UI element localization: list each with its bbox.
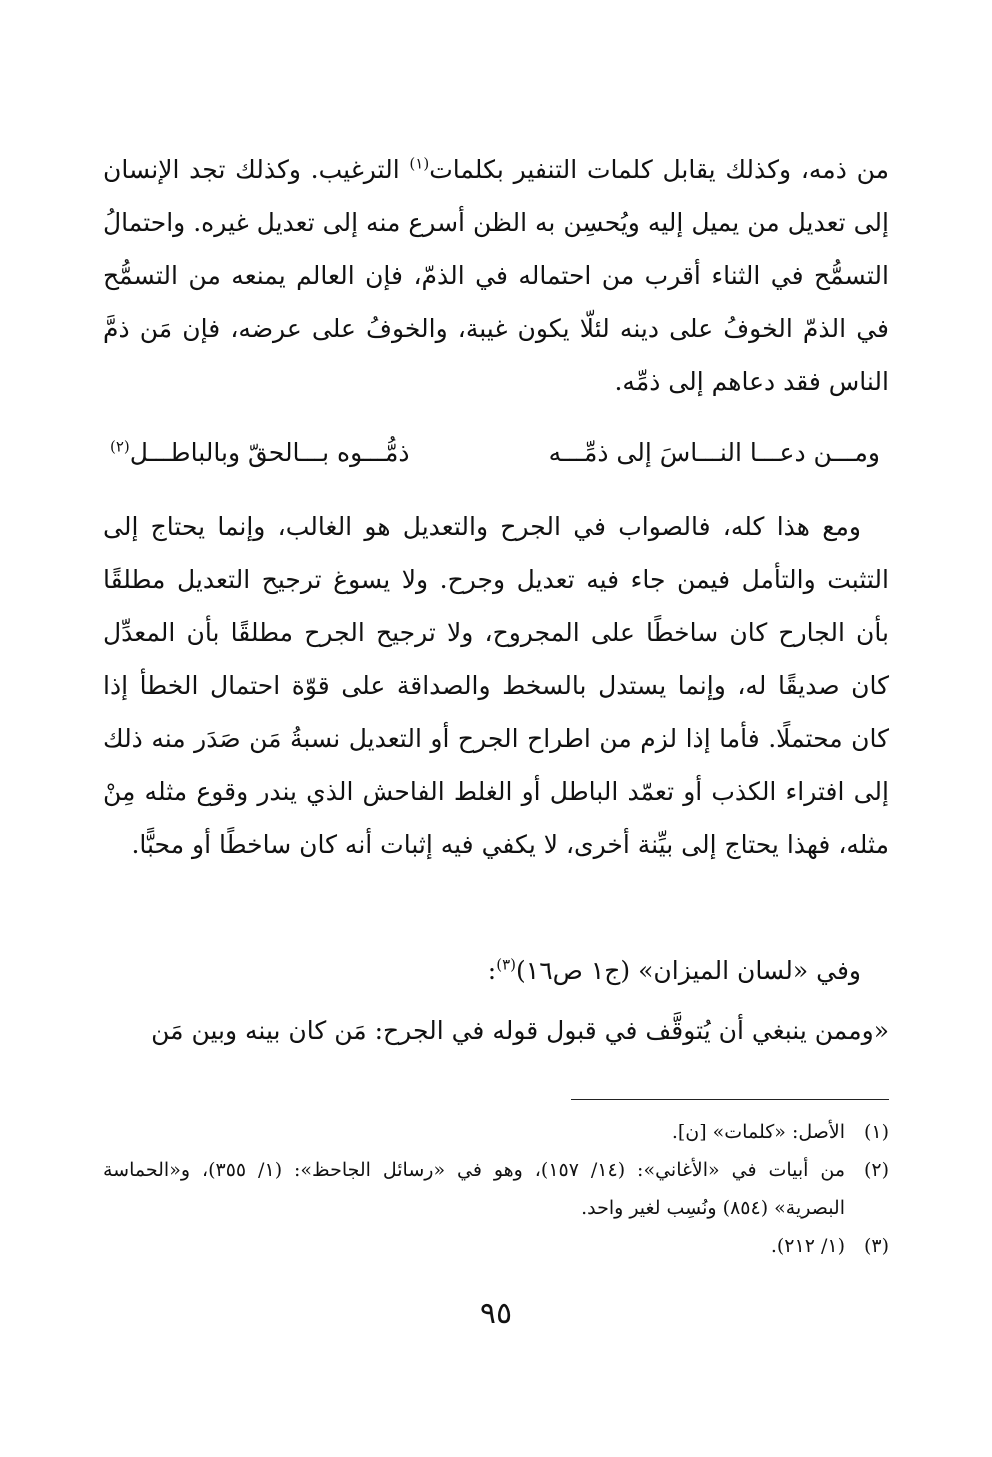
- footnote-ref-1[interactable]: (١): [409, 154, 430, 173]
- paragraph-3-colon: :: [487, 956, 497, 985]
- footnote-divider: [571, 1099, 889, 1100]
- paragraph-2: ومع هذا كله، فالصواب في الجرح والتعديل هو الغالب، وإنما يحتاج إلى التثبت والتأمل فيمن جاء فيه تعديل وجرح. ولا يسوغ ترجيح التعديل مطلقًا بأن الجارح كان ساخطًا على المجروح، ولا ترجيح الجرح مطلقًا بأن المعدِّل كان صديقًا له، وإنما يستدل بالسخط والصداقة على قوّة احتمال الخطأ إذا كان محتملًا. فأما إذا لزم من اطراح الجرح أو التعديل نسبةُ مَن صَدَر منه ذلك إلى افتراء الكذب أو تعمّد الباطل أو الغلط الفاحش الذي يندر وقوع مثله مِنْ مثله، فهذا يحتاج إلى بيِّنة أخرى، لا يكفي فيه إثبات أنه كان ساخطًا أو محبًّا.: [103, 512, 889, 859]
- footnote-text: الأصل: «كلمات» [ن].: [671, 1121, 845, 1143]
- footnote-item: [103, 1151, 889, 1227]
- paragraph-1-rest: الترغيب. وكذلك تجد الإنسان إلى تعديل من يميل إليه ويُحسِن به الظن أسرع منه إلى تعديل غيره. واحتمالُ التسمُّح في الثناء أقرب من احتماله في الذمّ، فإن العالم يمنعه من التسمُّح في الذمّ الخوفُ على دينه لئلّا يكون غيبة، والخوفُ على عرضه، فإن مَن ذمَّ الناس فقد دعاهم إلى ذمِّه.: [103, 155, 889, 396]
- footnote-number: (١): [863, 1121, 889, 1143]
- verse-first-hemistich: ومـــن دعـــا النـــاسَ إلى ذمِّـــه: [548, 438, 880, 467]
- paragraph-3-text: وفي «لسان الميزان» (ج١ ص١٦): [516, 956, 861, 985]
- poetry-verse: [110, 428, 880, 478]
- footnote-ref-3[interactable]: (٣): [496, 955, 517, 974]
- paragraph-3: [103, 944, 889, 997]
- footnotes-section: [103, 1113, 889, 1265]
- footnote-item: [103, 1113, 889, 1151]
- footnote-item: [103, 1227, 889, 1265]
- footnote-text: (١/ ٢١٢).: [770, 1235, 845, 1257]
- verse-second-hemistich: ذمُّـــوه بـــالحقّ وبالباطـــل: [129, 438, 410, 467]
- footnote-text: من أبيات في «الأغاني»: (١٤/ ١٥٧)، وهو في «رسائل الجاحظ»: (١/ ٣٥٥)، و«الحماسة البصرية» (٨٥٤) ونُسِب لغير واحد.: [103, 1159, 845, 1219]
- paragraph-1-start: من ذمه، وكذلك يقابل كلمات التنفير بكلمات: [429, 155, 889, 184]
- footnote-ref-2[interactable]: (٢): [110, 437, 130, 456]
- footnote-number: (٣): [863, 1235, 889, 1257]
- verse-second-hemistich-wrap: [110, 428, 410, 478]
- footnote-number: (٢): [863, 1159, 889, 1181]
- page-number: ٩٥: [479, 1296, 513, 1331]
- paragraph-1: [103, 143, 889, 408]
- paragraph-4: «وممن ينبغي أن يُتوقَّف في قبول قوله في الجرح: مَن كان بينه وبين مَن: [151, 1016, 889, 1045]
